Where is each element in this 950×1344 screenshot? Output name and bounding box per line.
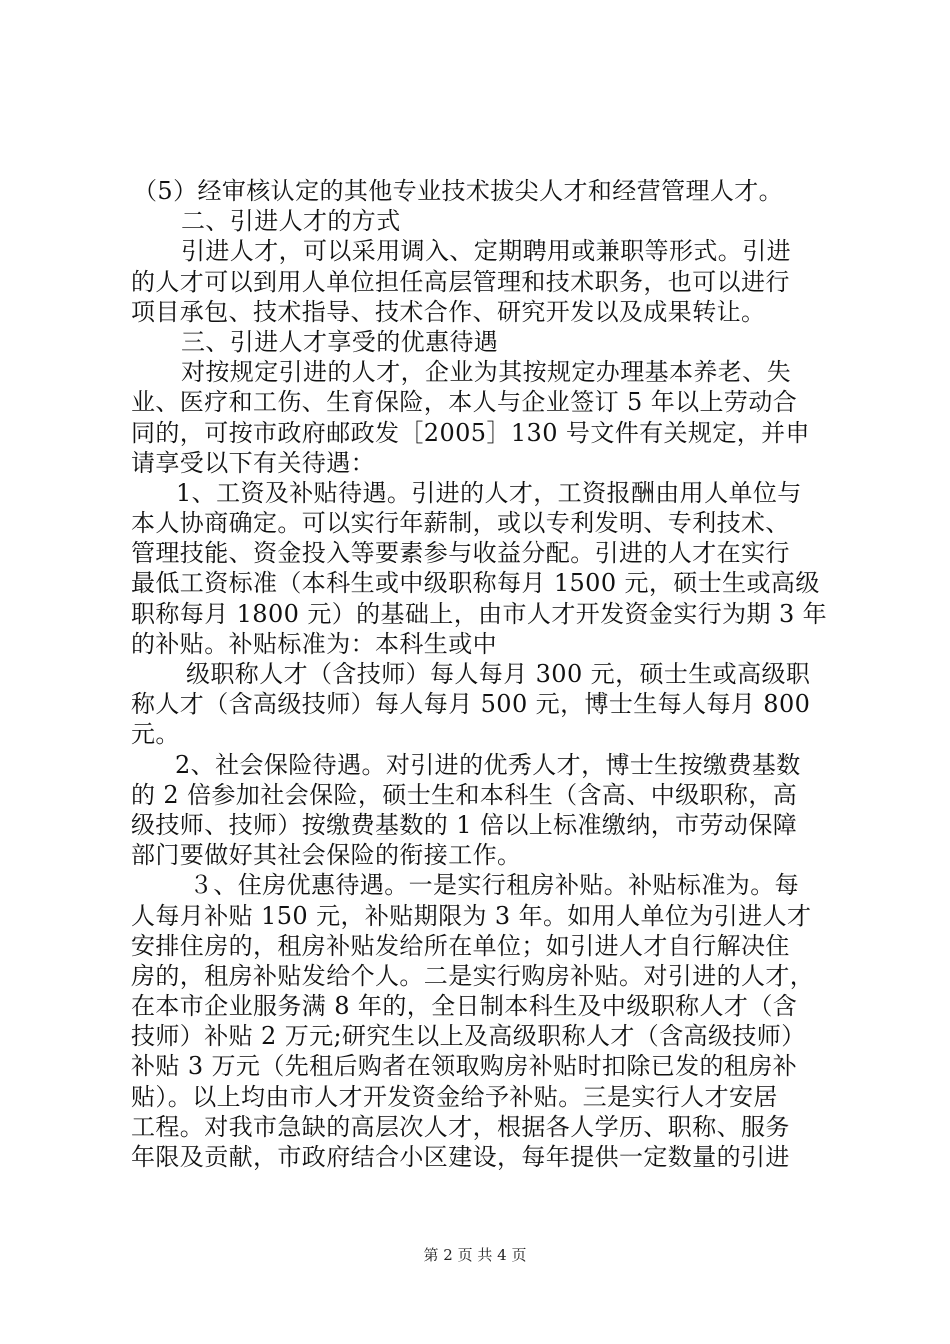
text-line: 房的，租房补贴发给个人。二是实行购房补贴。对引进的人才，	[131, 961, 815, 990]
text-line: 工程。对我市急缺的高层次人才，根据各人学历、职称、服务	[131, 1112, 790, 1141]
text-line: 对按规定引进的人才，企业为其按规定办理基本养老、失	[181, 358, 791, 387]
text-line: 同的，可按市政府邮政发［2005］130 号文件有关规定，并申	[131, 418, 810, 447]
text-line: 年限及贡献，市政府结合小区建设，每年提供一定数量的引进	[131, 1143, 790, 1171]
text-line: 最低工资标准（本科生或中级职称每月 1500 元，硕士生或高级	[131, 569, 820, 598]
text-line: 职称每月 1800 元）的基础上，由市人才开发资金实行为期 3 年	[131, 599, 828, 628]
text-line: 部门要做好其社会保险的衔接工作。	[131, 841, 522, 870]
text-line: 元。	[131, 720, 180, 749]
text-line: 级技师、技师）按缴费基数的 1 倍以上标准缴纳，市劳动保障	[131, 810, 798, 839]
section-heading: 三、引进人才享受的优惠待遇	[181, 327, 499, 356]
text-line: 级职称人才（含技师）每人每月 300 元，硕士生或高级职	[186, 660, 811, 688]
text-line: 安排住房的，租房补贴发给所在单位；如引进人才自行解决住	[131, 931, 790, 960]
document-body	[131, 176, 833, 1172]
text-line: 本人协商确定。可以实行年薪制，或以专利发明、专利技术、	[131, 509, 790, 538]
section-heading: 二、引进人才的方式	[181, 207, 401, 236]
text-line: 业、医疗和工伤、生育保险，本人与企业签订 5 年以上劳动合	[131, 388, 798, 417]
text-line: 人每月补贴 150 元，补贴期限为 3 年。如用人单位为引进人才	[131, 901, 812, 930]
text-line: 请享受以下有关待遇：	[131, 448, 375, 477]
text-line: 补贴 3 万元（先租后购者在领取购房补贴时扣除已发的租房补	[131, 1052, 798, 1081]
text-line: 的人才可以到用人单位担任高层管理和技术职务，也可以进行	[131, 267, 790, 296]
page-number-footer: 第 2 页 共 4 页	[423, 1246, 527, 1264]
text-line: （5）经审核认定的其他专业技术拔尖人才和经营管理人才。	[133, 177, 784, 205]
text-line: 的补贴。补贴标准为：本科生或中	[131, 629, 497, 658]
text-line: ３、住房优惠待遇。一是实行租房补贴。补贴标准为。每	[189, 871, 799, 900]
text-line: 在本市企业服务满 8 年的，全日制本科生及中级职称人才（含	[131, 992, 798, 1021]
text-line: 1、工资及补贴待遇。引进的人才，工资报酬由用人单位与	[176, 478, 802, 507]
text-line: 称人才（含高级技师）每人每月 500 元，博士生每人每月 800	[131, 690, 811, 719]
text-line: 2、社会保险待遇。对引进的优秀人才，博士生按缴费基数	[175, 750, 801, 779]
text-line: 的 2 倍参加社会保险，硕士生和本科生（含高、中级职称，高	[131, 780, 798, 809]
text-line: 引进人才，可以采用调入、定期聘用或兼职等形式。引进	[181, 237, 791, 266]
text-line: 管理技能、资金投入等要素参与收益分配。引进的人才在实行	[131, 539, 790, 568]
text-line: 技师）补贴 2 万元;研究生以上及高级职称人才（含高级技师）	[131, 1022, 806, 1051]
text-line: 项目承包、技术指导、技术合作、研究开发以及成果转让。	[131, 297, 766, 326]
text-line: 贴）。以上均由市人才开发资金给予补贴。三是实行人才安居	[131, 1082, 778, 1111]
